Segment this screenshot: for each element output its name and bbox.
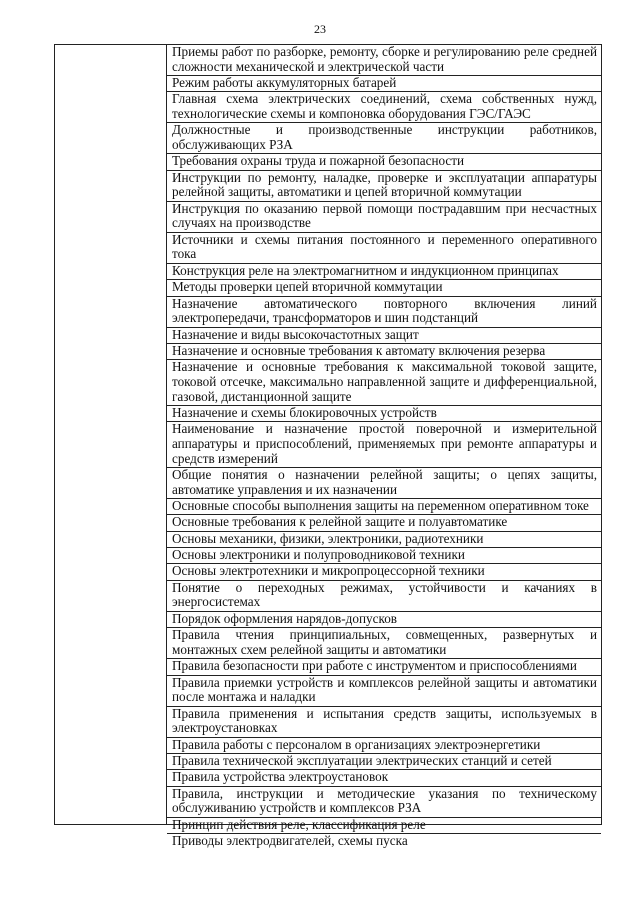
table-row: Принцип действия реле, классификация реле [167,818,601,834]
table-row: Правила, инструкции и методические указания по техническому обслуживанию устройств и комплексов РЗА [167,787,601,818]
table-row: Основы механики, физики, электроники, радиотехники [167,532,601,548]
table-row: Назначение автоматического повторного включения линий электропередачи, трансформаторов и шин подстанций [167,297,601,328]
table-row: Общие понятия о назначении релейной защиты; о цепях защиты, автоматике управления и их назначении [167,468,601,499]
page-number: 23 [314,22,326,36]
table-row: Наименование и назначение простой поверочной и измерительной аппаратуры и приспособлений, применяемых при ремонте аппаратуры и средств измерений [167,422,601,468]
table-row: Конструкция реле на электромагнитном и индукционном принципах [167,264,601,280]
table-row: Правила применения и испытания средств защиты, используемых в электроустановках [167,707,601,738]
table-row: Источники и схемы питания постоянного и переменного оперативного тока [167,233,601,264]
table-row: Понятие о переходных режимах, устойчивости и качаниях в энергосистемах [167,581,601,612]
table-row: Правила приемки устройств и комплексов релейной защиты и автоматики после монтажа и наладки [167,676,601,707]
table-row: Основы электротехники и микропроцессорной техники [167,564,601,580]
table-row: Основные требования к релейной защите и полуавтоматике [167,515,601,531]
table-row: Назначение и основные требования к максимальной токовой защите, токовой отсечке, максимально направленной защите и дифференциальной, газовой, дистанционной защите [167,360,601,406]
table-row: Правила работы с персоналом в организациях электроэнергетики [167,738,601,754]
table-row: Правила устройства электроустановок [167,770,601,786]
table-row: Правила безопасности при работе с инструментом и приспособлениями [167,659,601,675]
table-row: Назначение и виды высокочастотных защит [167,328,601,344]
table-row: Приемы работ по разборке, ремонту, сборке и регулированию реле средней сложности механической и электрической части [167,45,601,76]
table-row: Назначение и основные требования к автомату включения резерва [167,344,601,360]
table-row: Основные способы выполнения защиты на переменном оперативном токе [167,499,601,515]
table-row: Должностные и производственные инструкции работников, обслуживающих РЗА [167,123,601,154]
table-row: Инструкции по ремонту, наладке, проверке и эксплуатации аппаратуры релейной защиты, автоматики и цепей вторичной коммутации [167,171,601,202]
table-row: Инструкция по оказанию первой помощи пострадавшим при несчастных случаях на производстве [167,202,601,233]
table-row: Режим работы аккумуляторных батарей [167,76,601,92]
table-row: Правила технической эксплуатации электрических станций и сетей [167,754,601,770]
table-row: Назначение и схемы блокировочных устройств [167,406,601,422]
table-row: Методы проверки цепей вторичной коммутации [167,280,601,296]
table-right-column [167,45,601,851]
table-row: Приводы электродвигателей, схемы пуска [172,834,408,849]
table-row: Основы электроники и полупроводниковой техники [167,548,601,564]
table-row: Порядок оформления нарядов-допусков [167,612,601,628]
knowledge-table [54,44,602,849]
table-row: Требования охраны труда и пожарной безопасности [167,154,601,170]
table-left-column [55,45,167,824]
table-row: Главная схема электрических соединений, схема собственных нужд, технологические схемы и компоновка оборудования ГЭС/ГАЭС [167,92,601,123]
table-row: Правила чтения принципиальных, совмещенных, развернутых и монтажных схем релейной защиты и автоматики [167,628,601,659]
